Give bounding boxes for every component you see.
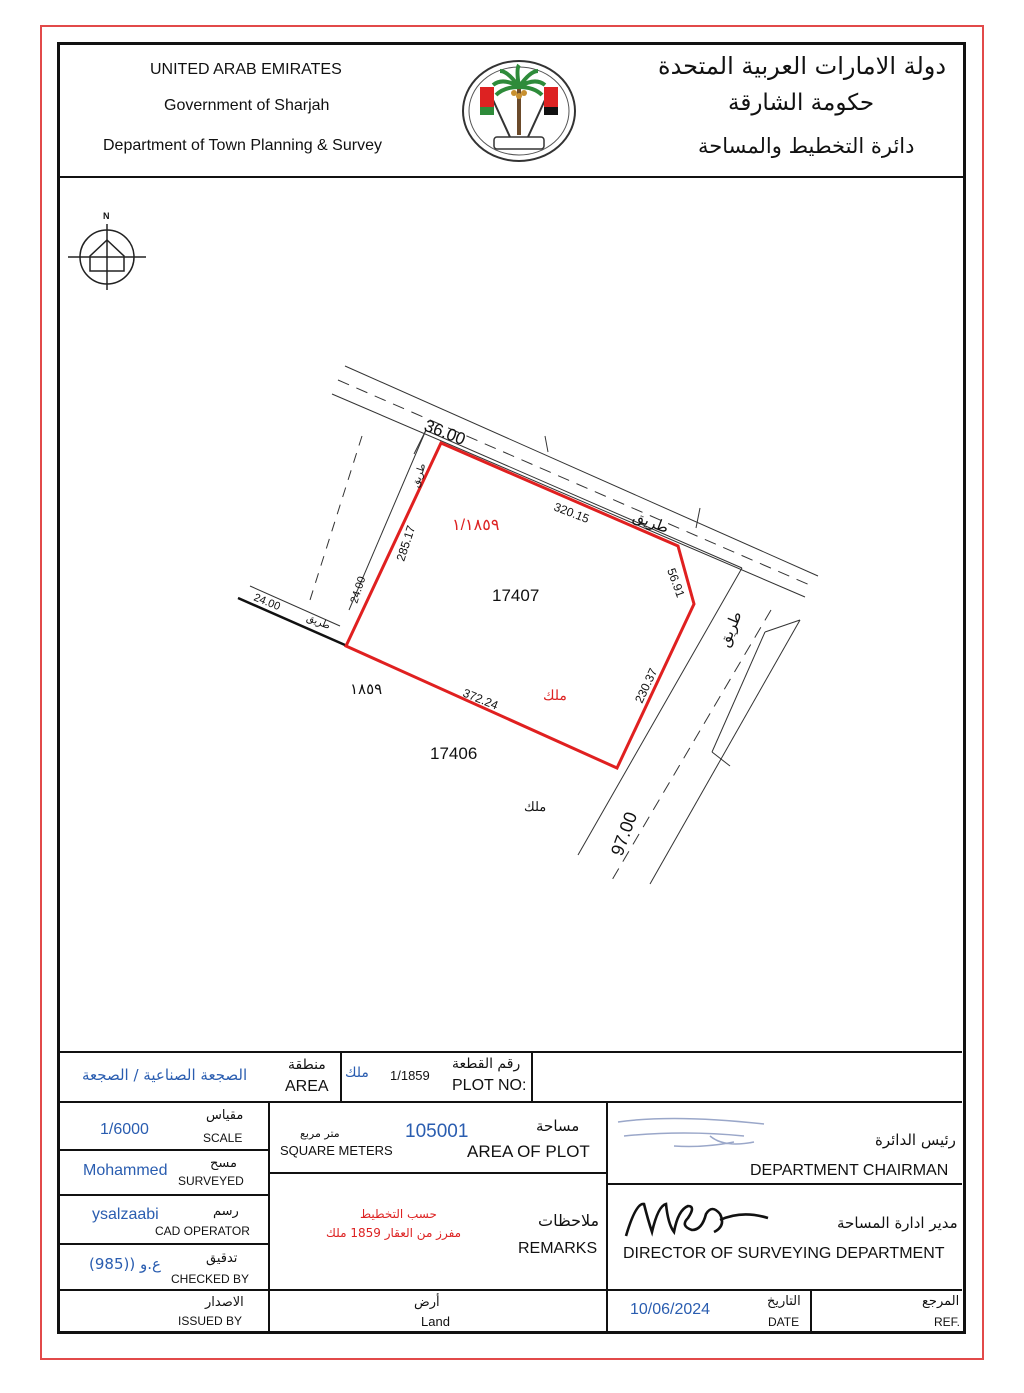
scale-value: 1/6000 <box>100 1121 149 1138</box>
plot-no-value: 1/1859 <box>390 1068 430 1083</box>
surveyed-label-ar: مسح <box>210 1156 237 1171</box>
checked-label-en: CHECKED BY <box>171 1272 250 1286</box>
row-line-4 <box>60 1243 268 1245</box>
sharjah-emblem-icon <box>458 57 580 165</box>
road-right-width: 97.00 <box>606 809 642 859</box>
issued-label-ar: الاصدار <box>205 1295 244 1310</box>
north-arrow-icon <box>68 224 146 290</box>
header-government-en: Government of Sharjah <box>164 97 330 114</box>
cad-value: ysalzaabi <box>92 1206 159 1223</box>
road-right-label: طريق <box>715 608 746 650</box>
road-top-label: طريق <box>630 507 672 537</box>
plot-boundary <box>346 443 694 768</box>
row-line-1 <box>60 1101 962 1103</box>
side-left: 285.17 <box>393 523 419 563</box>
chairman-label-en: DEPARTMENT CHAIRMAN <box>750 1162 949 1179</box>
issued-label-en: ISSUED BY <box>178 1314 243 1328</box>
header-department-en: Department of Town Planning & Survey <box>103 137 382 154</box>
row-line-5 <box>60 1289 962 1291</box>
owner-type: ملك <box>345 1065 369 1081</box>
neighbor-label-ar: ١٨٥٩ <box>350 681 383 698</box>
director-label-en: DIRECTOR OF SURVEYING DEPARTMENT <box>623 1245 945 1262</box>
sqm-label-en: SQUARE METERS <box>280 1143 393 1158</box>
header-country-en: UNITED ARAB EMIRATES <box>150 61 342 78</box>
date-value: 10/06/2024 <box>630 1301 711 1318</box>
remarks-label-en: REMARKS <box>518 1240 598 1257</box>
col-line-3 <box>340 1053 342 1101</box>
road-left-label: طريق <box>304 612 332 633</box>
sqm-label-ar: متر مربع <box>300 1127 340 1140</box>
chairman-label-ar: رئيس الدائرة <box>875 1131 956 1149</box>
plot-owner: ملك <box>543 687 567 703</box>
header-government-ar: حكومة الشارقة <box>728 90 875 116</box>
remarks-line1: حسب التخطيط <box>360 1207 437 1221</box>
cad-label-en: CAD OPERATOR <box>155 1224 250 1238</box>
surveyed-label-en: SURVEYED <box>178 1174 244 1188</box>
area-label-ar: منطقة <box>288 1057 326 1073</box>
north-label: N <box>103 211 110 221</box>
road-left-label2: طريق <box>410 462 429 489</box>
header-department-ar: دائرة التخطيط والمساحة <box>698 134 915 158</box>
side-bottom: 372.24 <box>460 685 501 713</box>
checked-label-ar: تدقيق <box>206 1251 238 1266</box>
col-line-2 <box>606 1101 608 1332</box>
col-line-5 <box>810 1289 812 1332</box>
side-right: 230.37 <box>632 666 661 706</box>
scale-label-ar: مقياس <box>206 1108 244 1123</box>
row-line-2c <box>606 1183 962 1185</box>
area-of-plot-label-en: AREA OF PLOT <box>467 1142 590 1161</box>
road-top-width: 36.00 <box>421 415 469 449</box>
remarks-line2: مفرز من العقار 1859 ملك <box>326 1226 462 1240</box>
map-area <box>60 178 962 1048</box>
col-line-4 <box>531 1053 533 1101</box>
land-en: Land <box>421 1314 450 1329</box>
area-of-plot-label-ar: مساحة <box>536 1117 580 1135</box>
date-label-en: DATE <box>768 1315 800 1329</box>
checked-value: ع.و ((985) <box>89 1255 161 1273</box>
plot-no-label-ar: رقم القطعة <box>452 1056 521 1072</box>
ref-label-ar: المرجع <box>922 1294 960 1309</box>
area-value: الصجعة الصناعية / الصجعة <box>82 1066 248 1084</box>
road-left-width2: 24.00 <box>348 575 369 605</box>
land-ar: أرض <box>414 1295 440 1310</box>
side-corner: 56.91 <box>664 566 688 600</box>
row-line-3 <box>60 1194 268 1196</box>
plot-number: 17407 <box>492 586 540 605</box>
area-label-en: AREA <box>285 1078 329 1095</box>
header-country-ar: دولة الامارات العربية المتحدة <box>658 52 947 80</box>
road-left-width: 24.00 <box>251 591 282 614</box>
plot-no-label-en: PLOT NO: <box>452 1077 527 1094</box>
date-label-ar: التاريخ <box>767 1294 801 1309</box>
cad-label-ar: رسم <box>213 1204 239 1219</box>
plot-label-ar: ١/١٨٥٩ <box>452 517 500 534</box>
chairman-signature <box>614 1112 774 1158</box>
neighbor-number: 17406 <box>430 744 478 763</box>
row-line-2 <box>60 1149 268 1151</box>
remarks-label-ar: ملاحظات <box>538 1211 600 1230</box>
form-top-line <box>60 1051 962 1053</box>
row-line-2b <box>268 1172 606 1174</box>
area-of-plot-value: 105001 <box>405 1121 469 1142</box>
director-label-ar: مدير ادارة المساحة <box>837 1214 958 1232</box>
surveyed-value: Mohammed <box>83 1162 168 1179</box>
scale-label-en: SCALE <box>203 1131 243 1145</box>
neighbor-owner: ملك <box>524 799 547 814</box>
col-line-1 <box>268 1101 270 1332</box>
side-top: 320.15 <box>551 499 592 526</box>
director-signature <box>622 1196 772 1242</box>
ref-label-en: REF. <box>934 1315 961 1329</box>
